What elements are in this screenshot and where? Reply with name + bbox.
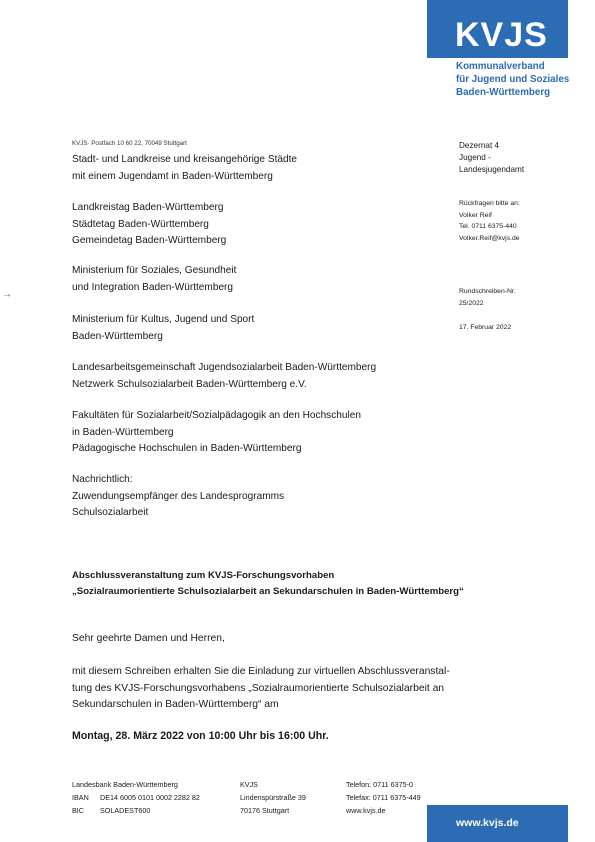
footer-website-link[interactable]: www.kvjs.de bbox=[346, 806, 386, 815]
footer-address-line: KVJS bbox=[240, 780, 258, 789]
address-line: Schulsozialarbeit bbox=[72, 507, 149, 518]
address-line: Fakultäten für Sozialarbeit/Sozialpädagogik an den Hochschulen bbox=[72, 410, 361, 421]
contact-line: Volker.Reif@kvjs.de bbox=[459, 234, 520, 242]
address-line: Landkreistag Baden-Württemberg bbox=[72, 202, 224, 213]
dezernat-line: Jugend - bbox=[459, 152, 491, 162]
address-block bbox=[72, 360, 376, 393]
body-line: tung des KVJS-Forschungsvorhabens „Sozialraumorientierte Schulsozialarbeit an bbox=[72, 682, 445, 694]
address-line: Pädagogische Hochschulen in Baden-Württemberg bbox=[72, 443, 302, 454]
footer-contact bbox=[346, 778, 421, 817]
salutation: Sehr geehrte Damen und Herren, bbox=[72, 633, 225, 644]
contact-line: Volker Reif bbox=[459, 211, 492, 219]
address-block bbox=[72, 200, 226, 250]
address-line: Zuwendungsempfänger des Landesprogramms bbox=[72, 490, 285, 502]
address-line: Baden-Württemberg bbox=[72, 330, 163, 342]
fold-mark-arrow-icon: → bbox=[2, 289, 12, 300]
subject-line: „Sozialraumorientierte Schulsozialarbeit an Sekundarschulen in Baden-Württemberg“ bbox=[72, 586, 464, 597]
rundschreiben-number: 25/2022 bbox=[459, 299, 484, 307]
rundschreiben-block bbox=[459, 286, 516, 309]
org-name-line: für Jugend und Soziales bbox=[456, 74, 570, 85]
address-line: Netzwerk Schulsozialarbeit Baden-Württemberg e.V. bbox=[72, 378, 307, 390]
address-line: Ministerium für Kultus, Jugend und Sport bbox=[72, 314, 255, 325]
sender-line: KVJS· Postfach 10 60 22, 70049 Stuttgart bbox=[72, 140, 187, 147]
address-block bbox=[72, 408, 361, 458]
address-block bbox=[72, 263, 236, 296]
contact-line: Rückfragen bitte an: bbox=[459, 200, 520, 207]
dezernat-line: Dezernat 4 bbox=[459, 141, 500, 150]
iban-label: IBAN bbox=[72, 793, 89, 802]
footer-address bbox=[240, 778, 306, 817]
bank-name: Landesbank Baden-Württemberg bbox=[72, 780, 178, 789]
dezernat-block bbox=[459, 140, 524, 175]
contact-block bbox=[459, 198, 520, 244]
footer-address-line: Lindenspürstraße 39 bbox=[240, 793, 306, 802]
address-line: Nachrichtlich: bbox=[72, 474, 133, 485]
contact-line: Tel. 0711 6375-440 bbox=[459, 223, 517, 230]
kvjs-logo: KVJS bbox=[455, 16, 548, 54]
address-line: Landesarbeitsgemeinschaft Jugendsozialarbeit Baden-Württemberg bbox=[72, 362, 377, 373]
footer-address-line: 70176 Stuttgart bbox=[240, 806, 290, 815]
address-line: Gemeindetag Baden-Württemberg bbox=[72, 235, 227, 246]
address-line: Städtetag Baden-Württemberg bbox=[72, 218, 209, 230]
org-name-line: Baden-Württemberg bbox=[456, 87, 551, 98]
address-line: Ministerium für Soziales, Gesundheit bbox=[72, 265, 237, 276]
address-block bbox=[72, 152, 297, 185]
bic-value: SOLADEST600 bbox=[100, 806, 151, 815]
footer-fax: Telefax: 0711 6375-449 bbox=[346, 793, 421, 802]
address-line: Stadt- und Landkreise und kreisangehörige Städte bbox=[72, 154, 298, 165]
dezernat-line: Landesjugendamt bbox=[459, 164, 525, 174]
address-line: und Integration Baden-Württemberg bbox=[72, 281, 234, 293]
address-block bbox=[72, 472, 284, 522]
footer-bank bbox=[72, 778, 200, 817]
footer-phone: Telefon: 0711 6375-0 bbox=[346, 780, 414, 789]
address-block bbox=[72, 312, 254, 345]
event-date: Montag, 28. März 2022 von 10:00 Uhr bis 16:00 Uhr. bbox=[72, 730, 329, 742]
bic-label: BIC bbox=[72, 806, 84, 815]
address-line: in Baden-Württemberg bbox=[72, 426, 174, 438]
web-badge-link[interactable]: www.kvjs.de bbox=[456, 817, 519, 829]
body-line: mit diesem Schreiben erhalten Sie die Einladung zur virtuellen Abschlussveranstal- bbox=[72, 666, 450, 677]
body-paragraph bbox=[72, 664, 450, 714]
subject-line: Abschlussveranstaltung zum KVJS-Forschungsvorhaben bbox=[72, 570, 335, 581]
iban-value: DE14 6005 0101 0002 2282 82 bbox=[100, 793, 200, 802]
bank-bic-row bbox=[72, 804, 200, 817]
bank-iban-row bbox=[72, 791, 200, 804]
rundschreiben-label: Rundschreiben-Nr. bbox=[459, 288, 516, 295]
org-name-line: Kommunalverband bbox=[456, 61, 545, 72]
body-line: Sekundarschulen in Baden-Württemberg“ am bbox=[72, 699, 279, 710]
letter-date: 17. Februar 2022 bbox=[459, 324, 512, 331]
address-line: mit einem Jugendamt in Baden-Württemberg bbox=[72, 170, 273, 182]
